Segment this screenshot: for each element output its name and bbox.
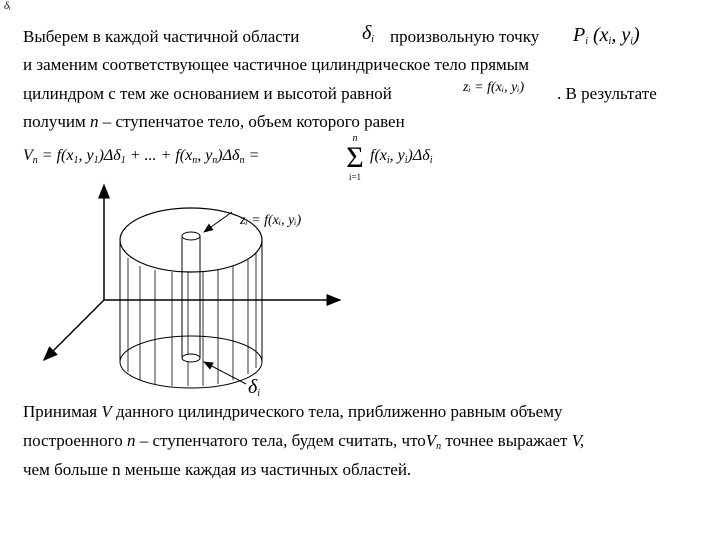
figure-bottom-label: $\delta_i$ — [248, 376, 261, 399]
figure-top-label: zᵢ = f(xᵢ, yᵢ) — [240, 213, 302, 228]
p1-line1-text-b: произвольную точку — [390, 27, 540, 46]
bottom-pointer-arrow — [204, 362, 246, 384]
p1-line2: и заменим соответствующее частичное цилиндрическое тело прямым — [23, 55, 529, 74]
corner-symbol: δᵢ — [4, 0, 11, 12]
point-pi-formula: $P_i$ ($x_i$, $y_i$) — [573, 24, 640, 47]
small-column-bottom — [182, 354, 200, 362]
delta-i-symbol: $\delta_i$ — [362, 22, 375, 45]
height-formula: zᵢ = f(xᵢ, yᵢ) — [463, 80, 525, 95]
x-axis — [44, 300, 104, 360]
sum-body: $f(x_i$, $y_i)\Delta\delta_i$ — [370, 147, 433, 166]
p1-line3-text-b: . В результате — [557, 84, 657, 103]
p2-line1: Принимая V данного цилиндрического тела, приближенно равным объему — [23, 402, 563, 421]
p2-line2: построенного n – ступенчатого тела, будем считать, чтоV$_n$ точнее выражает V, — [23, 431, 585, 452]
sum-sign: Σ — [346, 141, 364, 174]
p2-line3: чем больше n меньше каждая из частичных областей. — [23, 460, 412, 479]
small-column-top — [182, 232, 200, 240]
p1-line3-text-a: цилиндром с тем же основанием и высотой равной — [23, 84, 392, 103]
summation: n Σ i=1 — [342, 134, 368, 182]
volume-formula: $V_n = f(x_1$, $y_1)\Delta\delta_1$ + ... + $f(x_n$, $y_n)\Delta\delta_n$ = — [23, 147, 260, 166]
p1-line1-text-a: Выберем в каждой частичной области — [23, 27, 300, 46]
p1-line4: получим n – ступенчатое тело, объем которого равен — [23, 112, 405, 131]
